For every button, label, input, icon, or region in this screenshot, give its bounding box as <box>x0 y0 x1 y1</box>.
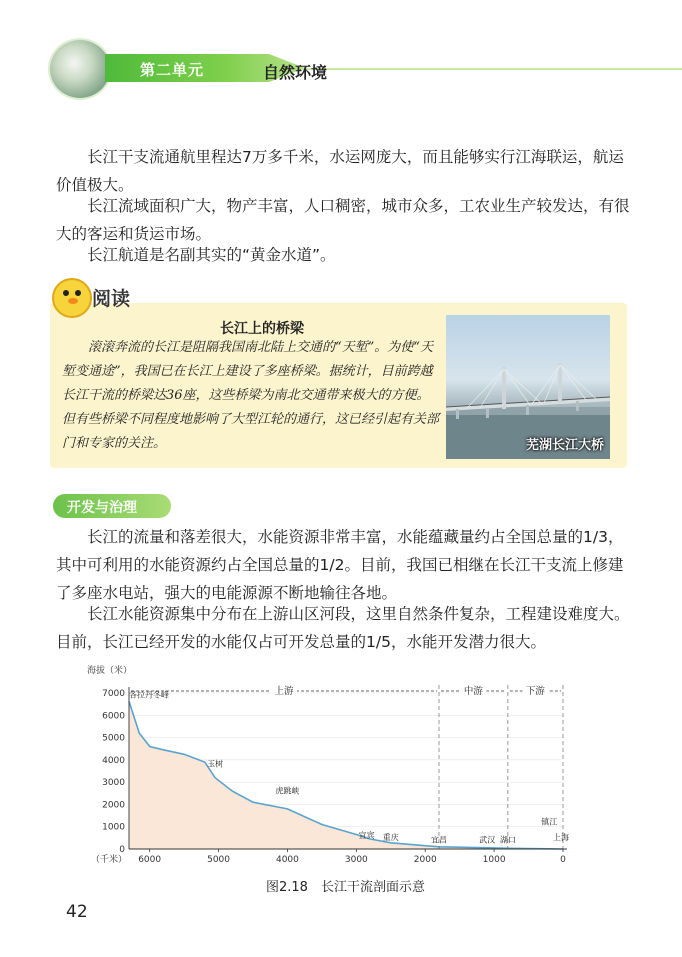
place-label: 武汉 <box>479 835 496 845</box>
place-label: 上海 <box>553 833 569 843</box>
place-label: 玉树 <box>207 759 224 769</box>
globe-icon <box>50 40 110 98</box>
page-number: 42 <box>66 902 88 922</box>
unit-header <box>50 38 682 100</box>
figure-caption-text: 图2.18 长江干流剖面示意 <box>266 880 425 895</box>
segment-label: 上游 <box>274 686 294 697</box>
x-tick-label: 4000 <box>275 855 299 865</box>
paragraph-1: 长江干支流通航里程达7万多千米，水运网庞大，而且能够实行江海联运，航运价值极大。 <box>56 148 624 194</box>
y-tick-label: 7000 <box>102 689 125 699</box>
segment-label: 中游 <box>463 686 483 697</box>
reading-text: 滚滚奔流的长江是阻隔我国南北陆上交通的“天堑”。为使“天堑变通途”，我国已在长江上建设了多座桥梁。据统计，目前跨越长江干流的桥梁达36座，这些桥梁为南北交通带来极大的方便。但有些桥梁不同程度地影响了大型江轮的通行，这已经引起有关部门和专家的关注。 <box>62 340 440 451</box>
chapter-title: 自然环境 <box>263 63 328 82</box>
place-label: 各拉丹冬峰 <box>129 690 169 700</box>
y-tick-label: 5000 <box>102 733 125 744</box>
chick-mascot-icon <box>52 278 92 318</box>
x-tick-label: 2000 <box>413 855 437 865</box>
paragraph-5: 长江水能资源集中分布在上游山区河段，这里自然条件复杂，工程建设难度大。目前，长江已经开发的水能仅占可开发总量的1/5，水能开发潜力很大。 <box>56 605 630 651</box>
figure-caption <box>266 876 425 895</box>
place-label: 宜昌 <box>431 835 447 845</box>
place-label: 湖口 <box>499 835 516 845</box>
bridge-photo <box>446 315 610 459</box>
unit-label: 第二单元 <box>140 61 205 79</box>
y-tick-label: 0 <box>119 845 125 855</box>
paragraph-2: 长江流域面积广大，物产丰富，人口稠密，城市众多，工农业生产较发达，有很大的客运和货运市场。 <box>56 197 630 243</box>
reading-title: 长江上的桥梁 <box>220 321 304 337</box>
place-label: 宜宾 <box>358 830 375 840</box>
river-profile-chart <box>85 663 585 893</box>
x-tick-label: 5000 <box>207 855 231 865</box>
photo-caption: 芜湖长江大桥 <box>525 438 604 453</box>
paragraph-3: 长江航道是名副其实的“黄金水道”。 <box>87 246 336 264</box>
y-tick-label: 3000 <box>102 778 125 789</box>
place-label: 虎跳峡 <box>275 786 300 796</box>
x-tick-label: 1000 <box>482 855 506 865</box>
segment-label: 下游 <box>525 686 545 697</box>
x-tick-label: 6000 <box>138 855 162 865</box>
x-axis-label: （千米） <box>90 855 128 865</box>
y-tick-label: 1000 <box>102 822 125 833</box>
section-label: 开发与治理 <box>67 500 137 516</box>
y-axis-label: 海拔（米） <box>87 666 133 676</box>
paragraph-4: 长江的流量和落差很大，水能资源非常丰富，水能蕴藏量约占全国总量的1/3，其中可利用的水能资源约占全国总量的1/2。目前，我国已相继在长江干支流上修建了多座水电站，强大的电能源源不断地输往各地。 <box>56 528 624 602</box>
section-tag <box>53 494 171 518</box>
x-tick-label: 3000 <box>344 855 368 865</box>
y-tick-label: 6000 <box>102 711 125 722</box>
x-tick-label: 0 <box>560 855 566 865</box>
place-label: 重庆 <box>382 833 399 843</box>
y-tick-label: 4000 <box>102 755 125 766</box>
river-profile-svg <box>85 663 585 873</box>
reading-header <box>52 278 172 318</box>
y-tick-label: 2000 <box>102 800 125 811</box>
reading-label: 阅读 <box>92 288 131 310</box>
place-label: 镇江 <box>541 817 558 827</box>
